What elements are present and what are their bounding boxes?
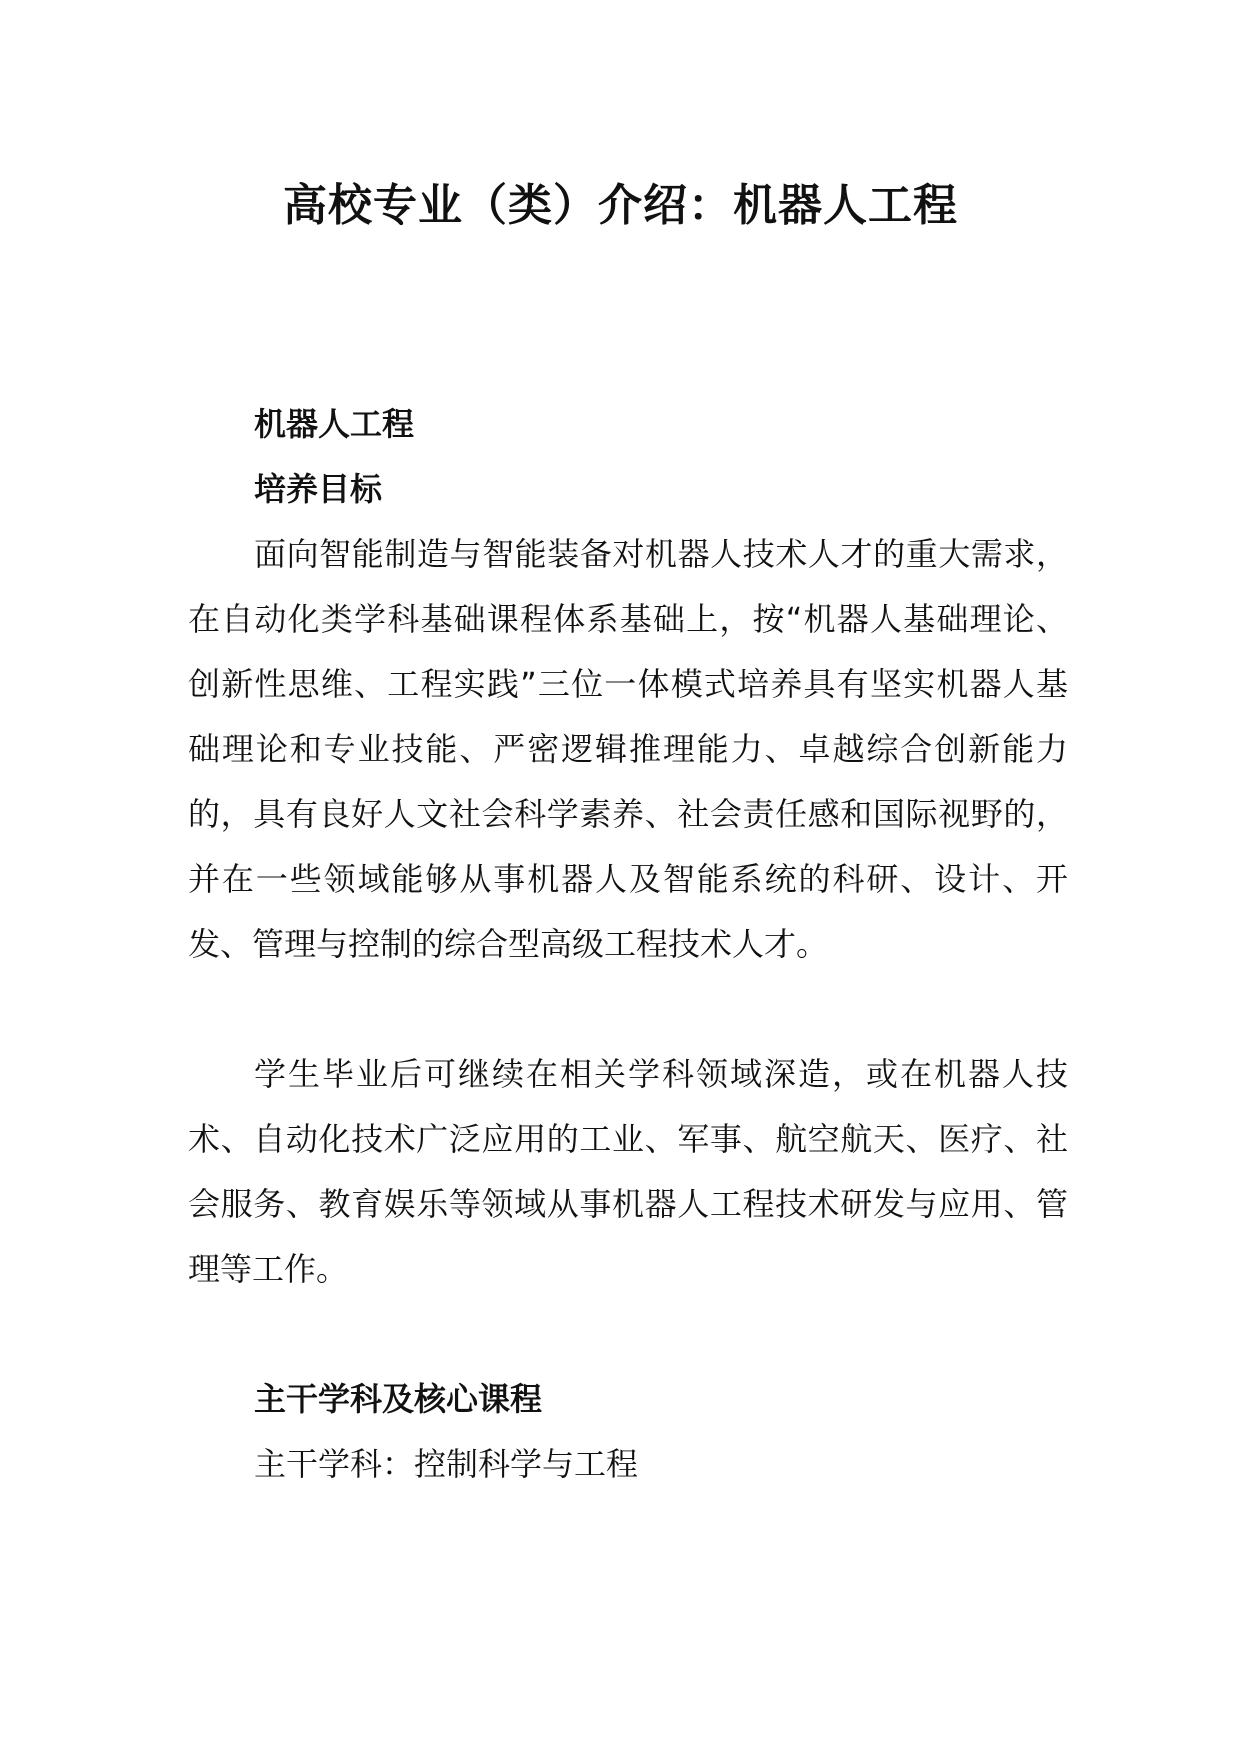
core-courses-heading: 主干学科及核心课程 (254, 1380, 543, 1418)
paragraph-spacer (188, 977, 1068, 1042)
training-goal-paragraph: 面向智能制造与智能装备对机器人技术人才的重大需求，在自动化类学科基础课程体系基础上，按“机器人基础理论、创新性思维、工程实践”三位一体模式培养具有坚实机器人基础理论和专业技能、严密逻辑推理能力、卓越综合创新能力的，具有良好人文社会科学素养、社会责任感和国际视野的，并在一些领域能够从事机器人及智能系统的科研、设计、开发、管理与控制的综合型高级工程技术人才。 (188, 535, 1068, 963)
career-paragraph: 学生毕业后可继续在相关学科领域深造，或在机器人技术、自动化技术广泛应用的工业、军事、航空航天、医疗、社会服务、教育娱乐等领域从事机器人工程技术研发与应用、管理等工作。 (188, 1055, 1068, 1288)
document-body (188, 392, 1068, 1497)
training-goal-heading: 培养目标 (254, 470, 383, 508)
main-discipline-text: 主干学科：控制科学与工程 (254, 1445, 639, 1483)
major-name-heading: 机器人工程 (254, 405, 415, 443)
document-title: 高校专业（类）介绍：机器人工程 (283, 180, 958, 231)
section-spacer (188, 1302, 1068, 1367)
